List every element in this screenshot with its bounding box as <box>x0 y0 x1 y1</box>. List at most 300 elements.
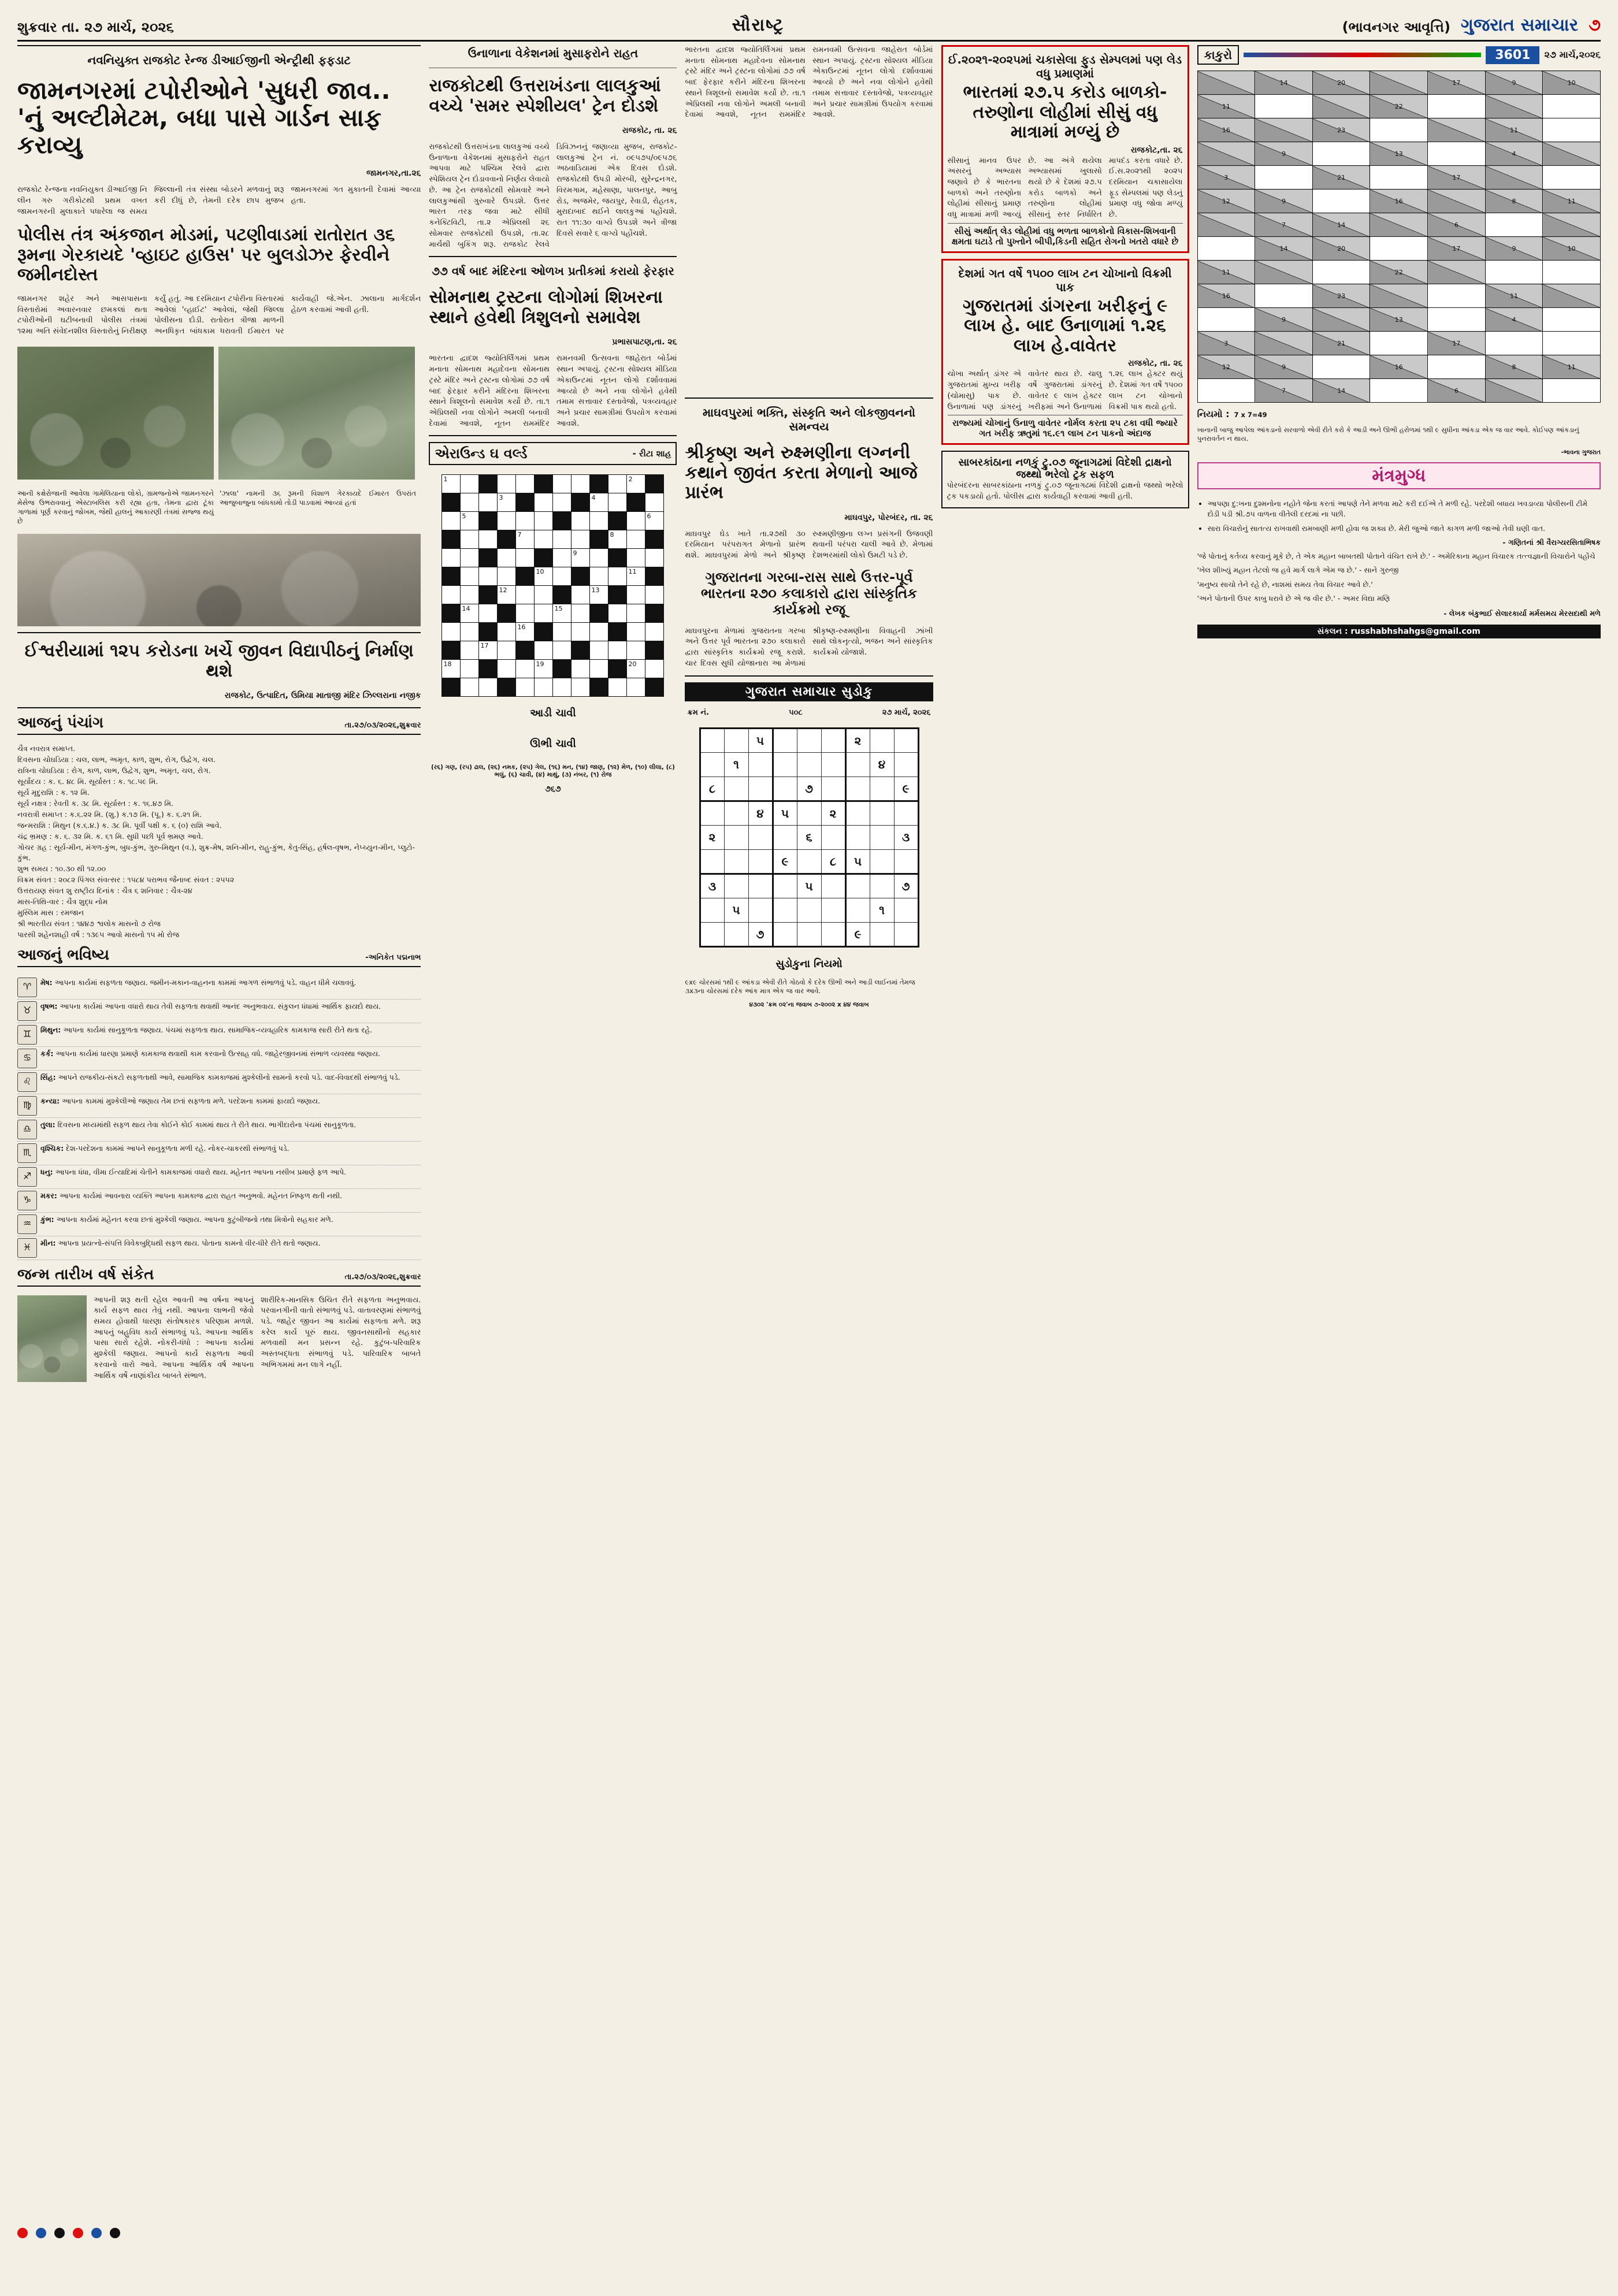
crossword-cell[interactable] <box>590 623 608 641</box>
mantra-body <box>1197 495 1601 619</box>
kakuro-cell: 22 <box>1370 261 1428 284</box>
crossword-cell[interactable] <box>498 623 516 641</box>
kakuro-cell: 23 <box>1312 118 1370 142</box>
kakuro-cell: 11 <box>1197 261 1255 284</box>
kakuro-cell: 9 <box>1255 142 1313 166</box>
crossword-cell[interactable] <box>572 586 590 604</box>
kakuro-cell[interactable] <box>1543 379 1601 403</box>
col5-lead-box <box>941 259 1189 445</box>
crossword-cell[interactable]: 17 <box>479 641 498 660</box>
crossword-cell[interactable] <box>461 586 479 604</box>
kakuro-cell[interactable] <box>1255 95 1313 118</box>
crossword-cell <box>442 493 461 512</box>
crossword-cell[interactable] <box>535 678 553 697</box>
crossword-cell[interactable] <box>590 549 608 567</box>
sudoku-cell[interactable] <box>748 777 773 801</box>
crossword-cell[interactable] <box>645 660 664 678</box>
crossword-cell[interactable]: 20 <box>627 660 645 678</box>
crossword-cell[interactable]: 10 <box>535 567 553 586</box>
crossword-cell[interactable] <box>535 586 553 604</box>
sudoku-cell[interactable] <box>700 728 724 752</box>
sudoku-cell[interactable] <box>894 849 918 874</box>
list-item: ♌ સિંહ: આપને રાજકીય-સંકટો સફળતાથી આવે, સામાજિક કામકાજમાં મુશ્કેલીનો સામનો કરવો પડે. વાદ-વિવાદથી સંભાળવું પડે. <box>17 1071 421 1094</box>
sudoku-cell[interactable]: ૩ <box>894 825 918 849</box>
crossword-cell[interactable] <box>572 660 590 678</box>
crossword-cell[interactable] <box>572 475 590 493</box>
crossword-cell[interactable]: 12 <box>498 586 516 604</box>
crossword-cell[interactable] <box>461 623 479 641</box>
birthday-title: જન્મ તારીખ વર્ષ સંકેત <box>17 1265 154 1283</box>
sudoku-cell[interactable]: ૭ <box>894 874 918 898</box>
kakuro-cell: 3 <box>1197 332 1255 355</box>
kakuro-cell: 14 <box>1255 71 1313 95</box>
crossword-cell[interactable] <box>590 660 608 678</box>
kakuro-cell[interactable] <box>1428 142 1486 166</box>
sudoku-cell[interactable]: ૯ <box>894 777 918 801</box>
crossword-cell[interactable] <box>461 475 479 493</box>
col3-headline: શ્રીકૃષ્ણ અને રુક્ષ્મણીના લગ્નની કથાને જીવંત કરતા મેળાનો આજે પ્રારંભ <box>685 443 918 503</box>
sudoku-cell[interactable] <box>773 898 797 922</box>
kakuro-cell <box>1428 261 1486 284</box>
sudoku-cell[interactable] <box>724 825 748 849</box>
kakuro-cell[interactable] <box>1543 166 1601 190</box>
kakuro-cell[interactable] <box>1485 332 1543 355</box>
sudoku-cell[interactable]: ૭ <box>748 922 773 946</box>
kakuro-cell: 8 <box>1485 355 1543 379</box>
sudoku-cell[interactable] <box>797 752 821 777</box>
kakuro-cell: 9 <box>1255 190 1313 213</box>
birthday-illustration <box>17 1295 87 1382</box>
crossword-cell[interactable] <box>516 549 535 567</box>
sudoku-cell[interactable]: ૮ <box>821 849 845 874</box>
crossword-cell[interactable] <box>627 512 645 530</box>
sudoku-cell[interactable]: ૫ <box>773 801 797 825</box>
sudoku-cell[interactable] <box>845 752 870 777</box>
kakuro-cell <box>1197 142 1255 166</box>
sudoku-cell[interactable] <box>773 752 797 777</box>
crossword-cell[interactable] <box>553 567 572 586</box>
crossword-cell[interactable]: 5 <box>461 512 479 530</box>
sudoku-cell[interactable] <box>821 898 845 922</box>
crossword-cell[interactable] <box>479 678 498 697</box>
kakuro-cell[interactable] <box>1543 118 1601 142</box>
sudoku-cell[interactable] <box>724 728 748 752</box>
sudoku-cell[interactable] <box>845 777 870 801</box>
sudoku-cell[interactable] <box>821 777 845 801</box>
sudoku-cell[interactable] <box>870 825 894 849</box>
kakuro-cell: 9 <box>1255 308 1313 332</box>
crossword-cell[interactable]: 3 <box>498 493 516 512</box>
sudoku-cell[interactable] <box>894 898 918 922</box>
sudoku-cell[interactable] <box>700 752 724 777</box>
sudoku-answer-line: ૪૩૦૨ 'ક્રમ ૦૨'ના જવાબ ૭-૨૦૦૨ x ૪૪ જવાબ <box>749 1001 869 1008</box>
kakuro-cell[interactable] <box>1543 308 1601 332</box>
crossword-cell[interactable] <box>590 567 608 586</box>
sudoku-cell[interactable] <box>700 849 724 874</box>
kakuro-cell <box>1370 284 1428 308</box>
kakuro-cell[interactable] <box>1255 284 1313 308</box>
crossword-cell[interactable] <box>572 604 590 623</box>
crossword-cell[interactable] <box>553 475 572 493</box>
sudoku-cell[interactable] <box>797 922 821 946</box>
crossword-cell <box>479 549 498 567</box>
kakuro-cell[interactable] <box>1197 379 1255 403</box>
crossword-cell[interactable] <box>608 604 627 623</box>
sudoku-cell[interactable] <box>724 777 748 801</box>
sudoku-cell[interactable] <box>797 728 821 752</box>
crossword-cell[interactable] <box>516 660 535 678</box>
crossword-header <box>429 442 677 465</box>
crossword-cell[interactable] <box>535 604 553 623</box>
sudoku-cell[interactable]: ૧ <box>870 898 894 922</box>
crossword-cell <box>590 678 608 697</box>
kakuro-cell <box>1485 379 1543 403</box>
crossword-cell <box>442 678 461 697</box>
crossword-cell[interactable]: 8 <box>608 530 627 549</box>
panchang-title: આજનું પંચાંગ <box>17 714 104 732</box>
kakuro-cell: 9 <box>1485 71 1543 95</box>
sudoku-cell[interactable] <box>797 801 821 825</box>
kakuro-cell: 11 <box>1543 355 1601 379</box>
kakuro-cell[interactable] <box>1370 166 1428 190</box>
crossword-cell[interactable]: 15 <box>553 604 572 623</box>
crossword-cell[interactable] <box>461 549 479 567</box>
crossword-cell <box>535 549 553 567</box>
crossword-cell[interactable] <box>572 512 590 530</box>
kakuro-grid[interactable] <box>1197 70 1601 403</box>
kakuro-cell: 7 <box>1255 379 1313 403</box>
color-dot-red-2 <box>73 2228 83 2238</box>
crossword-cell <box>442 604 461 623</box>
col1-byline-2: રાજકોટ, ઉત્પાદિત, ઉમિયા માતાજી મંદિર ઝિલ્લરાના નજીક <box>224 691 421 701</box>
crossword-cell <box>645 530 664 549</box>
kakuro-cell[interactable] <box>1543 261 1601 284</box>
crossword-cell[interactable] <box>498 512 516 530</box>
col4-kicker: ઈ.૨૦૨૧-૨૦૨૫માં ચકાસેલા ફુડ સેમ્પલમાં પણ લેડ વધુ પ્રમાણમાં <box>948 53 1182 80</box>
crossword-cell[interactable] <box>627 641 645 660</box>
crossword-cell[interactable] <box>516 586 535 604</box>
sudoku-cell[interactable] <box>700 801 724 825</box>
crossword-cell[interactable] <box>535 493 553 512</box>
crossword-cell[interactable] <box>608 678 627 697</box>
kakuro-cell[interactable] <box>1197 308 1255 332</box>
crossword-cell[interactable] <box>553 530 572 549</box>
crossword-cell[interactable] <box>535 641 553 660</box>
crossword-grid[interactable] <box>441 474 664 697</box>
sudoku-cell[interactable] <box>821 825 845 849</box>
sudoku-cell[interactable] <box>748 752 773 777</box>
crossword-cell[interactable] <box>572 678 590 697</box>
crossword-cell[interactable] <box>442 512 461 530</box>
panchang-header <box>17 714 421 735</box>
crossword-cell[interactable] <box>498 549 516 567</box>
crossword-cell[interactable] <box>572 623 590 641</box>
kakuro-cell: 14 <box>1255 237 1313 261</box>
crossword-cell[interactable] <box>553 493 572 512</box>
photo-row <box>17 347 421 480</box>
crossword-cell[interactable] <box>461 530 479 549</box>
masthead-edition: (ભાવનગર આવૃત્તિ) <box>1342 19 1450 35</box>
sudoku-cell[interactable] <box>845 825 870 849</box>
sudoku-cell[interactable]: ૫ <box>724 898 748 922</box>
kakuro-cell <box>1543 142 1601 166</box>
crossword-cell[interactable]: 19 <box>535 660 553 678</box>
sudoku-cell[interactable] <box>724 801 748 825</box>
crossword-cell[interactable] <box>553 678 572 697</box>
crossword-down-head: ઊભી ચાવી <box>530 738 576 751</box>
col3-byline: માઘવપુર, પોરબંદર, તા. ૨૬ <box>844 512 933 522</box>
masthead <box>17 15 1601 42</box>
sudoku-cell[interactable]: ૪ <box>748 801 773 825</box>
sudoku-cell[interactable] <box>821 922 845 946</box>
crossword-cell <box>572 493 590 512</box>
sudoku-cell[interactable] <box>748 898 773 922</box>
zodiac-capricorn-icon: ♑ <box>17 1191 37 1210</box>
crossword-cell[interactable]: 2 <box>627 475 645 493</box>
sudoku-cell[interactable] <box>773 777 797 801</box>
sudoku-cell[interactable] <box>773 728 797 752</box>
sudoku-cell[interactable]: ૬ <box>797 825 821 849</box>
crossword-cell[interactable] <box>572 530 590 549</box>
kakuro-cell: 16 <box>1370 190 1428 213</box>
crossword-cell[interactable] <box>553 549 572 567</box>
crossword-cell[interactable] <box>553 623 572 641</box>
sudoku-cell[interactable]: ૫ <box>845 849 870 874</box>
color-dot-red <box>17 2228 28 2238</box>
kakuro-cell[interactable] <box>1370 332 1428 355</box>
sudoku-cell[interactable] <box>845 898 870 922</box>
sudoku-cell[interactable] <box>773 825 797 849</box>
news-photo-demolition <box>17 534 421 626</box>
kakuro-cell[interactable] <box>1428 284 1486 308</box>
crossword-cell[interactable]: 6 <box>645 512 664 530</box>
crossword-cell[interactable] <box>498 660 516 678</box>
crossword-cell <box>516 493 535 512</box>
sudoku-cell[interactable] <box>870 849 894 874</box>
crossword-cell[interactable] <box>553 641 572 660</box>
crossword-cell[interactable] <box>516 512 535 530</box>
sudoku-cell[interactable] <box>773 874 797 898</box>
crossword-title: એરાઉન્ડ ઘ વર્લ્ડ <box>435 445 528 462</box>
crossword-cell[interactable]: 4 <box>590 493 608 512</box>
kakuro-cell <box>1543 213 1601 237</box>
crossword-cell[interactable] <box>516 475 535 493</box>
kakuro-cell: 14 <box>1312 213 1370 237</box>
crossword-cell[interactable] <box>608 475 627 493</box>
sudoku-grid[interactable] <box>699 727 919 948</box>
sudoku-cell[interactable] <box>748 825 773 849</box>
sudoku-cell[interactable] <box>894 801 918 825</box>
sudoku-cell[interactable] <box>870 777 894 801</box>
column-5 <box>1197 45 1601 2223</box>
kakuro-cell[interactable] <box>1255 166 1313 190</box>
crossword-cell[interactable] <box>461 660 479 678</box>
crossword-cell[interactable] <box>627 549 645 567</box>
col1-subhead: પોલીસ તંત્ર અંકજાન મોડમાં, પટણીવાડમાં રાતોરાત ૩૬ રૂમના ગેરકાયદે 'વ્હાઇટ હાઉસ' પર બુલડોઝર ફેરવીને જમીનદોસ્ત <box>17 225 395 285</box>
kakuro-cell <box>1370 71 1428 95</box>
crossword-cell[interactable] <box>516 678 535 697</box>
crossword-cell[interactable] <box>535 530 553 549</box>
sudoku-cell[interactable]: ૯ <box>773 849 797 874</box>
crossword-cell[interactable] <box>608 567 627 586</box>
crossword-cell[interactable]: 9 <box>572 549 590 567</box>
sudoku-cell[interactable] <box>821 874 845 898</box>
crossword-cell[interactable] <box>498 567 516 586</box>
sudoku-cell[interactable] <box>748 849 773 874</box>
crossword-cell <box>645 678 664 697</box>
sudoku-cell[interactable] <box>700 898 724 922</box>
sudoku-cell[interactable]: ૨ <box>821 801 845 825</box>
kakuro-cell[interactable] <box>1370 118 1428 142</box>
crossword-cell[interactable]: 16 <box>516 623 535 641</box>
kakuro-cell[interactable] <box>1428 308 1486 332</box>
sudoku-cell[interactable]: ૩ <box>700 874 724 898</box>
zodiac-aquarius-icon: ♒ <box>17 1214 37 1234</box>
kakuro-cell[interactable] <box>1428 95 1486 118</box>
col1-headline: જામનગરમાં ટપોરીઓને 'સુધરી જાવ.. 'નું અલ્ટીમેટમ, બધા પાસે ગાર્ડન સાફ કરાવ્યુ <box>17 76 391 159</box>
crossword-cell[interactable]: 13 <box>590 586 608 604</box>
sudoku-cell[interactable] <box>773 922 797 946</box>
sudoku-cell[interactable] <box>894 728 918 752</box>
birthday-text-2: શારીરિક-માનસિક ઉચિત રીતે સફળતા અનુભવાય. પરવાનગીની વાતો સંભાળવું પડે. વાતાવરણમાં સંભાળવું પડે. જાહેર જીવન આ કાર્યમાં સફળતા મળે. શરૂ કરેલ કાર્ય પૂરું થાય. જીવનસાથીનો સહકાર મળવાથી મન પ્રસન્ન રહે. કુટુંબ-પરિવારિક અસ્તબદ્ધતા સંભાળવું પડે. પારિવારિક બાબતે અભિગમમાં મન લાગે નહીં. <box>261 1295 421 1369</box>
crossword-cell[interactable] <box>645 586 664 604</box>
zodiac-gemini-icon: ♊ <box>17 1025 37 1045</box>
crossword-cell[interactable] <box>498 641 516 660</box>
sudoku-cell[interactable] <box>845 801 870 825</box>
sudoku-cell[interactable] <box>748 874 773 898</box>
sudoku-cell[interactable] <box>894 752 918 777</box>
crossword-cell[interactable] <box>442 586 461 604</box>
kakuro-cell: 6 <box>1428 213 1486 237</box>
crossword-cell[interactable] <box>627 530 645 549</box>
crossword-cell[interactable] <box>498 475 516 493</box>
kakuro-cell[interactable] <box>1197 237 1255 261</box>
crossword-cell <box>498 604 516 623</box>
crossword-cell[interactable] <box>645 623 664 641</box>
crossword-cell[interactable] <box>608 641 627 660</box>
sudoku-cell[interactable]: ૮ <box>700 777 724 801</box>
kakuro-cell[interactable] <box>1485 261 1543 284</box>
crossword-cell[interactable] <box>479 567 498 586</box>
kakuro-cell[interactable] <box>1312 261 1370 284</box>
crossword-cell[interactable]: 7 <box>516 530 535 549</box>
panchang-lines: ચૈત્ર નવરાત્ર સમાપ્ત. દિવસના ચોઘડિયા : ચલ, લાભ, અમૃત, કાળ, શુભ, રોગ, ઉદ્વેગ, ચલ. રાત્રિના ચોઘડિયા : રોગ, કાળ, લાભ, ઉદ્વેગ, શુભ, અમૃત, ચલ, રોગ. સૂર્યોદય : ક. ૬. ૪૮ મિ. સૂર્યાસ્ત : ક. ૧૮.૫૯ મિ. સૂર્ય મૃદુરાશિ : ક. ૧૨ મિ. સૂર્ય નક્ષત્ર : રેવતી ક. ૩૮ મિ. સૂર્યાસ્ત : ક. ૧૬.૪૭ મિ. નવરાત્રી સમાપ્ત : ક.૬.૨૨ મિ. (શુ.) ક.૧૭ મિ. (પૂ.) ક. ૬.૨૧ મિ. જન્મરાશિ : મિથુન (ક.૬.૪.) ક. ૩૮ મિ. પૂર્વી પક્ષી ક. ૬ (૦) રાશિ આવે. ચંદ્ર ભ્રમણ : ક. ૬. ૩૨ મિ. ક. ૬૧ મિ. સુધી પછી પૂર્વ ભ્રમણ આવે. ગોચર ગ્રહ : સૂર્ય-મીન, મંગળ-કુંભ, બુધ-કુંભ, ગુરુ-મિથુન (વ.), શુક્ર-મેષ, શનિ-મીન, રાહુ-કુંભ, કેતુ-સિંહ, હર્ષલ-વૃષભ, નેપ્ચ્યુન-મીન, પ્લુટો-કુંભ. શુભ સમય : ૧૦.૩૦ થી ૧૨.૦૦ વિક્રમ સંવત : ૨૦૮૨ પિંગલ સંવત્સર : ૧૫૮૪ પરાભવ જૈનાબ્દ સંવત : ૨૫૫૨ ઉત્તરાયણ સંવત શુ રાષ્ટ્રીય દિનાંક : ચૈત્ર ૬ શનિવાર : ચૈત્ર-૨૪ માસ-તિથિ-વાર : ચૈત્ર શુદ્ધ નોમ મુસ્લિમ માસ : રમજાન શ્રી ભારતીય સંવત : ૧૪૪૭ શ્વલોક માસનો ૭ રોજ પારસી શહેનશાહી વર્ષ : ૧૩૯૫ આવો માસનો ૧૫ મો રોજ <box>17 744 415 939</box>
sudoku-cell[interactable]: ૭ <box>797 777 821 801</box>
birthday-text: આપની શરૂ થતી રહેલ આવતી આ વર્ષના આપનું કાર્ય સફળ થાય તેવું નથી. આપના લાભની જેવો સમય હોવાથી ધારણા સંતોષકારક પરિણામ મળશે. આપનું બહુવિધ કાર્ય સંભાળવું પડે. આપના આર્થિક પાસા સારો રહેશે. નોકરી-ધંધો : આપના કાર્યમાં મુશ્કેલી જણાય. આપનો કાર્ય સફળતા આવી કરવાનો વારો આવે. આપના આર્થિક વર્ષ આપના આર્થિક વર્ષે નાણાંકીય બાબતે સંભાળ. <box>94 1295 254 1380</box>
sudoku-cell[interactable] <box>870 922 894 946</box>
crossword-cell[interactable] <box>627 623 645 641</box>
kakuro-cell[interactable] <box>1312 355 1370 379</box>
crossword-cell[interactable] <box>461 678 479 697</box>
crossword-cell[interactable] <box>535 512 553 530</box>
kakuro-cell <box>1370 213 1428 237</box>
sudoku-cell[interactable] <box>870 874 894 898</box>
mantra-byline: - લેખક બંકુભાઈ સેલારકાર્યા મર્મસમય મેરસદાથી મળે <box>1443 609 1601 618</box>
kakuro-cell[interactable] <box>1543 95 1601 118</box>
kakuro-cell: 14 <box>1312 379 1370 403</box>
crossword-cell[interactable] <box>442 549 461 567</box>
sudoku-cell[interactable] <box>894 922 918 946</box>
sudoku-cell[interactable]: ૧ <box>724 752 748 777</box>
sudoku-cell[interactable]: ૨ <box>845 728 870 752</box>
kakuro-cell <box>1428 118 1486 142</box>
crossword-cell <box>479 512 498 530</box>
masthead-date: શુક્રવાર તા. ૨૭ માર્ચ, ૨૦૨૬ <box>17 19 174 35</box>
crossword-cell[interactable]: 14 <box>461 604 479 623</box>
crossword-cell[interactable] <box>627 586 645 604</box>
crossword-cell[interactable] <box>461 641 479 660</box>
sudoku-cell[interactable] <box>797 849 821 874</box>
kakuro-cell[interactable] <box>1312 142 1370 166</box>
crossword-cell[interactable] <box>516 604 535 623</box>
mantra-email[interactable]: સંકલન : russhabhshahgs@gmail.com <box>1197 625 1601 638</box>
kakuro-cell[interactable] <box>1370 237 1428 261</box>
crossword-cell[interactable] <box>645 549 664 567</box>
crossword-cell[interactable] <box>479 530 498 549</box>
kakuro-cell[interactable] <box>1312 190 1370 213</box>
sudoku-cell[interactable]: ૪ <box>870 752 894 777</box>
list-item: ♉ વૃષભ: આપના કાર્યમાં આપના વધારો થાય તેવી સફળતા થવાથી આનંદ અનુભવાય. સંકુલન ધંધામાં આર્થિક ફાયદો થાય. <box>17 1000 421 1023</box>
crossword-cell[interactable] <box>608 493 627 512</box>
col5-body: ચોખા અર્થાત્ ડાંગર એ ગુજરાતમાં મુખ્ય ખરીફ (ચોમાસુ) પાક છે. ઉનાળામાં પણ ડાંગરનું વાવેતર થાય છે. ચાલુ વર્ષે ગુજરાતમાં ડાંગરનું વાવેતર ૯ લાખ હેક્ટર ખરીફમાં અને ઉનાળામાં ૧.૨૬ લાખ હેક્ટર થયું છે. દેશમાં ગત વર્ષે ૧૫૦૦ લાખ ટન ચોખાનો વિક્રમી પાક થયો હતો. <box>947 370 1183 411</box>
sudoku-cell[interactable] <box>821 752 845 777</box>
sudoku-cell[interactable]: ૫ <box>797 874 821 898</box>
kakuro-rules-formula: 7 x 7=49 <box>1234 411 1267 419</box>
crossword-cell[interactable] <box>627 678 645 697</box>
zodiac-virgo-icon: ♍ <box>17 1096 37 1116</box>
crossword-cell[interactable] <box>461 493 479 512</box>
crossword-cell[interactable] <box>590 512 608 530</box>
crossword-cell[interactable]: 1 <box>442 475 461 493</box>
crossword-cell[interactable]: 11 <box>627 567 645 586</box>
crossword-cell[interactable] <box>590 641 608 660</box>
sudoku-cell[interactable] <box>797 898 821 922</box>
sudoku-cell[interactable]: ૫ <box>748 728 773 752</box>
kakuro-cell[interactable] <box>1543 332 1601 355</box>
sudoku-cell[interactable]: ૯ <box>845 922 870 946</box>
list-item: ♒ કુંભ: આપના કાર્યમાં મહેનત કરવા છતાં મુશ્કેલી જણાય. આપના કુટુંબીજનો તથા મિત્રોનો સહકાર મળે. <box>17 1213 421 1236</box>
sudoku-cell[interactable] <box>724 849 748 874</box>
list-item: • સારા વિચારોનું સાતત્ય રાખવાથી રામબાણી મળી હોવા જ શક્ય છે. મેરી જુઓ જાતે કાગળ મળી જાઓ તેવી ઘણી વાત. <box>1208 523 1601 534</box>
crossword-cell[interactable] <box>627 604 645 623</box>
sudoku-cell[interactable] <box>870 801 894 825</box>
column-4 <box>941 45 1189 2223</box>
kakuro-cell[interactable] <box>1370 379 1428 403</box>
sudoku-cell[interactable] <box>845 874 870 898</box>
sudoku-cell[interactable]: ૨ <box>700 825 724 849</box>
crossword-cell[interactable] <box>479 604 498 623</box>
col3-kicker: માઘવપુરમાં ભક્તિ, સંસ્કૃતિ અને લોકજીવનનો સમન્વય <box>703 406 915 433</box>
sudoku-cell[interactable] <box>724 874 748 898</box>
kakuro-cell[interactable] <box>1485 213 1543 237</box>
kakuro-cell[interactable] <box>1428 355 1486 379</box>
sudoku-cell[interactable] <box>821 728 845 752</box>
horoscope-list <box>17 976 421 1260</box>
crossword-cell[interactable] <box>461 567 479 586</box>
sudoku-cell[interactable] <box>724 922 748 946</box>
sudoku-cell[interactable] <box>870 728 894 752</box>
kakuro-cell <box>1485 166 1543 190</box>
crossword-cell <box>498 678 516 697</box>
crossword-cell[interactable] <box>442 623 461 641</box>
column-1 <box>17 45 421 2223</box>
crossword-cell[interactable] <box>645 493 664 512</box>
crossword-number: ૭૬૭ <box>545 785 561 794</box>
crossword-cell[interactable] <box>479 493 498 512</box>
col4-footer: સીસું અર્થાત્ લેડ લોહીમાં વધુ ભળતા બાળકોનો વિકાસ-શિખવાની ક્ષમતા ઘટાડે તો પુખ્તોને બીપી,કિડની સહિત રોગનો ખતરો વધારે છે <box>951 225 1179 247</box>
crossword-cell[interactable]: 18 <box>442 660 461 678</box>
sudoku-cell[interactable] <box>700 922 724 946</box>
